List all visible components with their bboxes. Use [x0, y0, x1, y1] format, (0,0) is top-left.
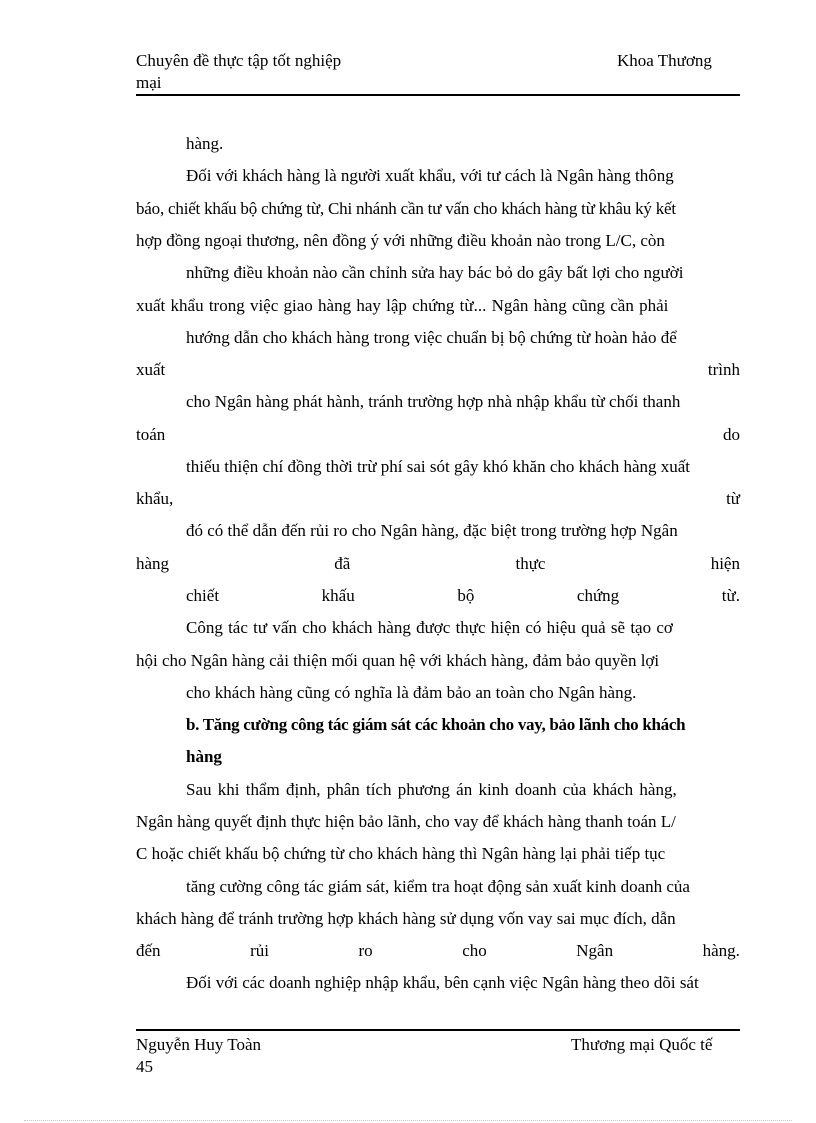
text-line: khách hàng để tránh trường hợp khách hàng sử dụng vốn vay sai mục đích, dẫn [136, 909, 676, 928]
text-line [186, 585, 740, 607]
text-line [136, 424, 740, 446]
footer-rule [136, 1029, 740, 1031]
header-rule [136, 94, 740, 96]
word: ro [358, 941, 373, 960]
word: xuất [136, 360, 166, 379]
header-faculty: Khoa Thương [617, 51, 712, 70]
text-line: Công tác tư vấn cho khách hàng được thực hiện có hiệu quả sẽ tạo cơ [186, 618, 673, 637]
word: hiện [710, 554, 740, 573]
text-line [136, 553, 740, 575]
text-line: xuất khẩu trong việc giao hàng hay lập chứng từ... Ngân hàng cũng cần phải [136, 296, 669, 315]
word: đến [136, 941, 161, 960]
text-line: báo, chiết khấu bộ chứng từ, Chi nhánh cần tư vấn cho khách hàng từ khâu ký kết [136, 199, 676, 218]
section-heading: b. Tăng cường công tác giám sát các khoản cho vay, bảo lãnh cho khách [186, 715, 686, 734]
footer-author: Nguyễn Huy Toàn [136, 1035, 262, 1054]
text-line: cho khách hàng cũng có nghĩa là đảm bảo an toàn cho Ngân hàng. [186, 683, 637, 702]
word: chứng [576, 586, 620, 605]
word: khẩu, [136, 489, 174, 508]
line-text: Đối với khách hàng là người xuất khẩu, với tư cách là Ngân hàng thông [186, 166, 674, 185]
text-line: hàng. [186, 134, 224, 153]
word: từ [726, 489, 740, 508]
text-line: C hoặc chiết khấu bộ chứng từ cho khách hàng thì Ngân hàng lại phải tiếp tục [136, 844, 666, 863]
text-line [136, 359, 740, 381]
text-line: Sau khi thẩm định, phân tích phương án kinh doanh của khách hàng, [186, 780, 677, 799]
header-title: Chuyên đề thực tập tốt nghiệp [136, 51, 342, 70]
text-line: đó có thể dẫn đến rủi ro cho Ngân hàng, đặc biệt trong trường hợp Ngân [186, 521, 678, 540]
text-line: thiếu thiện chí đồng thời trừ phí sai sót gây khó khăn cho khách hàng xuất [186, 457, 691, 476]
section-heading-cont: hàng [186, 747, 222, 766]
text-line [136, 488, 740, 510]
word: từ. [721, 586, 740, 605]
text-line: Đối với các doanh nghiệp nhập khẩu, bên cạnh việc Ngân hàng theo dõi sát [186, 973, 699, 992]
text-line [136, 940, 740, 962]
word: hàng [136, 554, 170, 573]
footer-department: Thương mại Quốc tế [571, 1035, 713, 1054]
word: khấu [321, 586, 355, 605]
word: hàng. [702, 941, 740, 960]
word: trình [707, 360, 740, 379]
text-line: hợp đồng ngoại thương, nên đồng ý với những điều khoản nào trong L/C, còn [136, 231, 665, 250]
text-line [186, 165, 740, 187]
text-line: cho Ngân hàng phát hành, tránh trường hợp nhà nhập khẩu từ chối thanh [186, 392, 681, 411]
text-line: những điều khoản nào cần chỉnh sửa hay bác bỏ do gây bất lợi cho người [186, 263, 684, 282]
word: do [723, 425, 740, 444]
header-title-cont: mại [136, 73, 162, 92]
word: thực [515, 554, 546, 573]
text-line: hướng dẫn cho khách hàng trong việc chuẩn bị bộ chứng từ hoàn hảo để [186, 328, 677, 347]
text-line: tăng cường công tác giám sát, kiểm tra hoạt động sản xuất kinh doanh của [186, 877, 690, 896]
page-bottom-divider [24, 1120, 792, 1121]
word: chiết [186, 586, 220, 605]
page-number: 45 [136, 1057, 153, 1076]
word: rủi [250, 941, 269, 960]
word: đã [334, 554, 351, 573]
text-line: hội cho Ngân hàng cải thiện mối quan hệ với khách hàng, đảm bảo quyền lợi [136, 651, 660, 670]
word: cho [462, 941, 487, 960]
word: Ngân [576, 941, 614, 960]
word: toán [136, 425, 166, 444]
word: bộ [457, 586, 475, 605]
text-line: Ngân hàng quyết định thực hiện bảo lãnh, cho vay để khách hàng thanh toán L/ [136, 812, 676, 831]
